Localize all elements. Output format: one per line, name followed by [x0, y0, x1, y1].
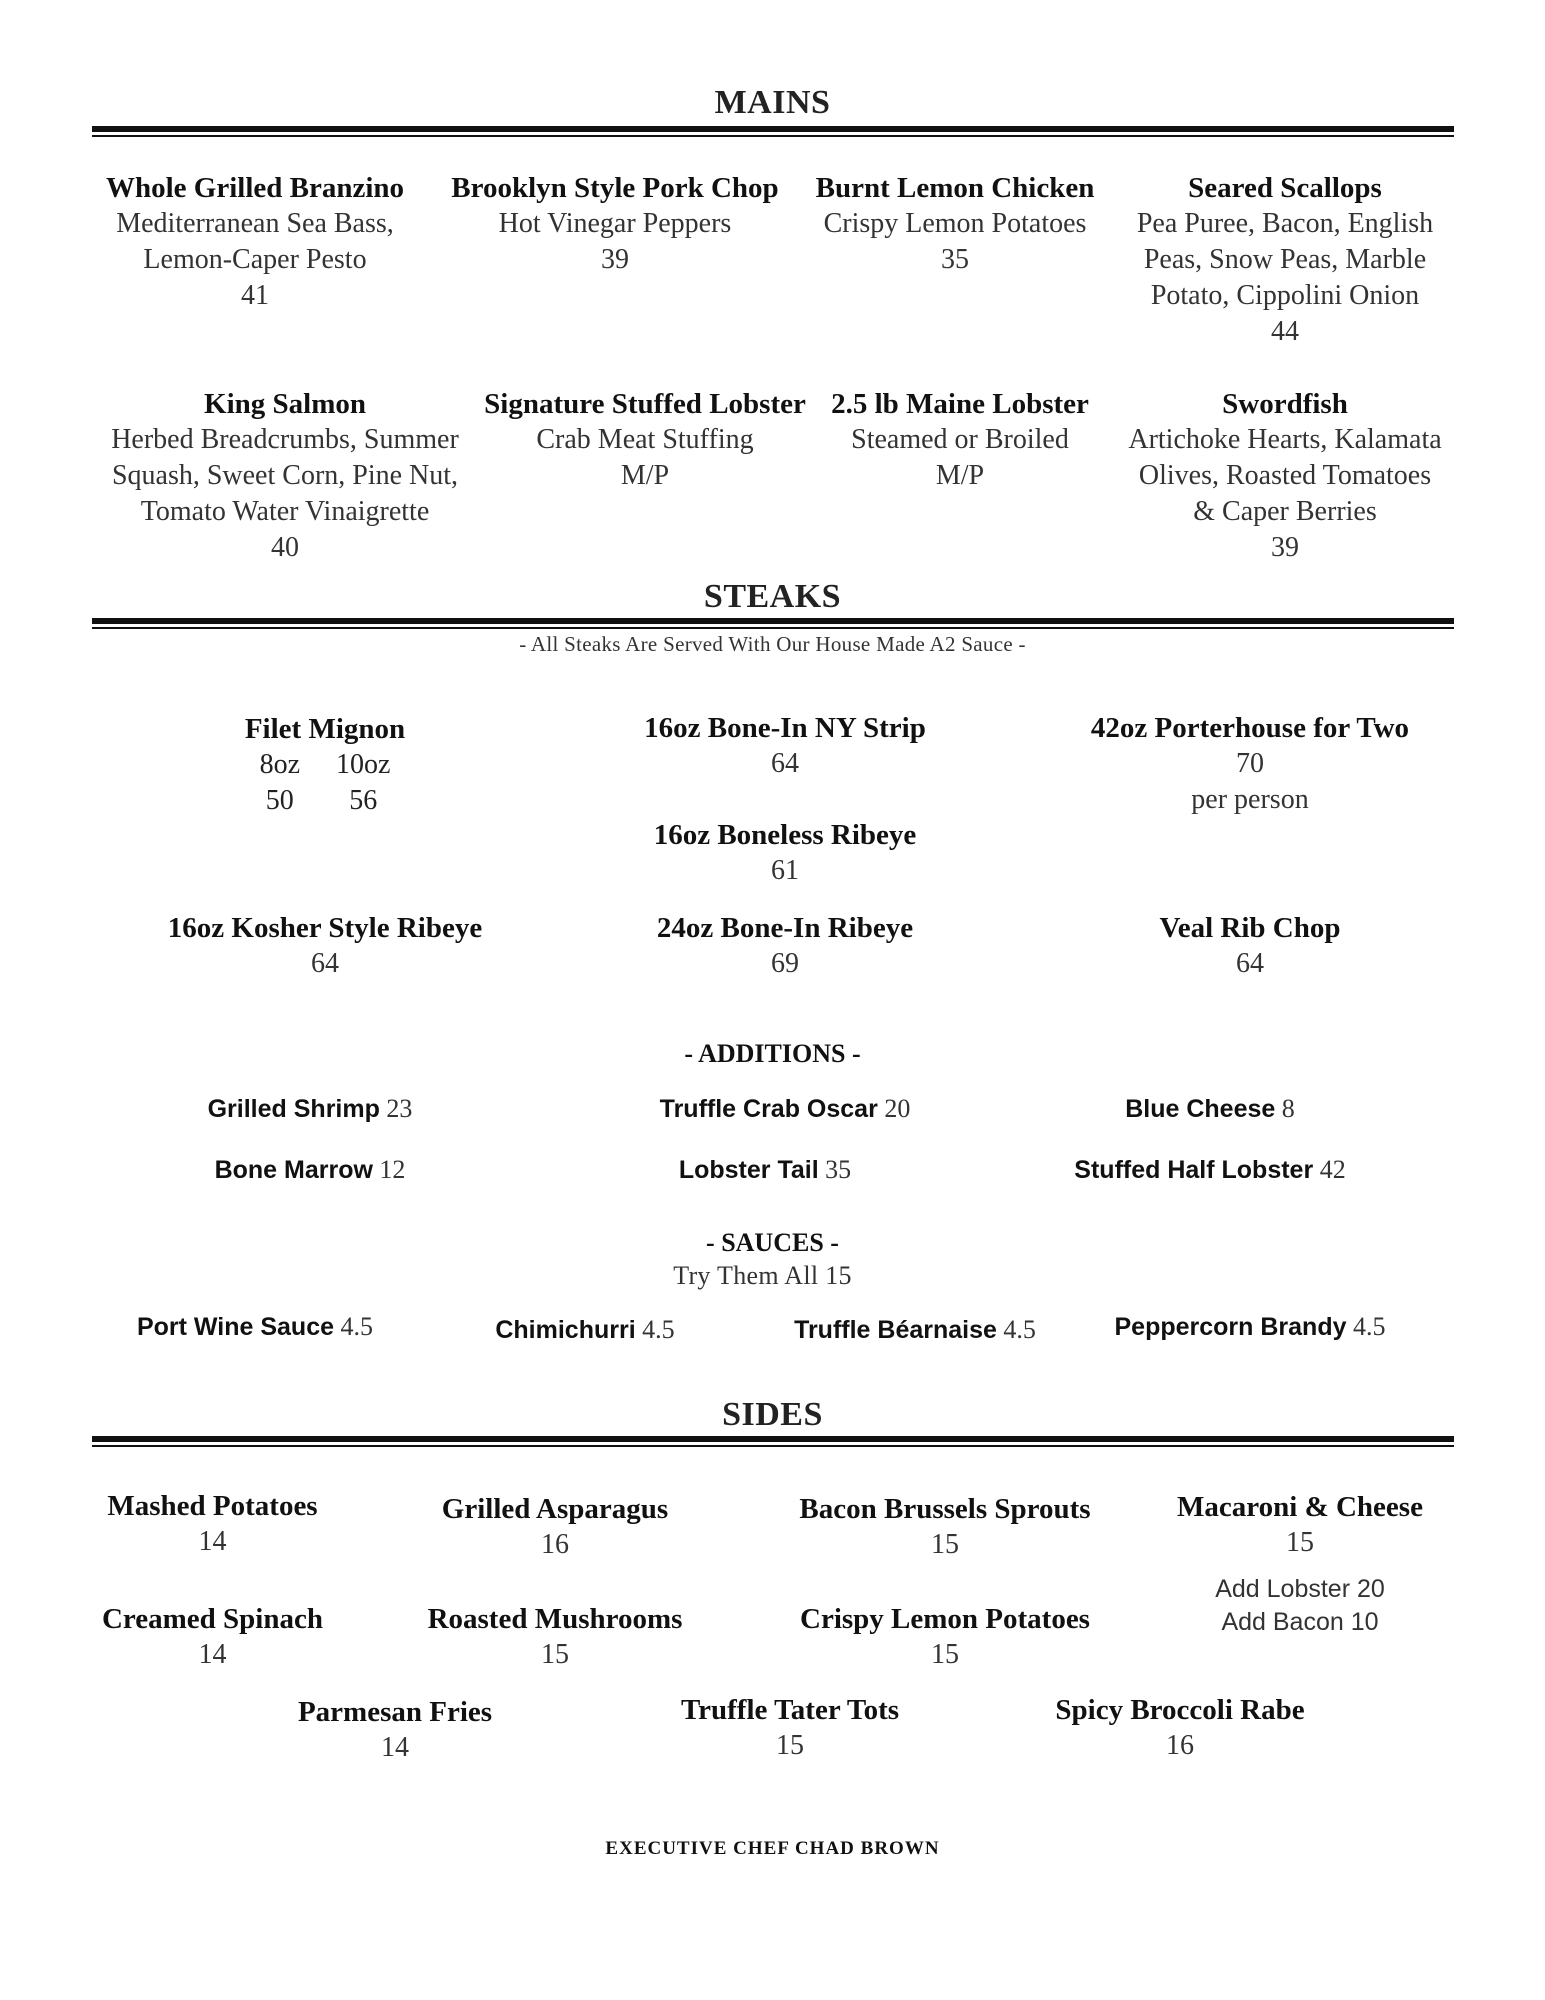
item-name: Burnt Lemon Chicken — [815, 172, 1095, 204]
addition-item — [110, 1094, 510, 1124]
addition-name: Lobster Tail — [678, 1156, 819, 1184]
sauce-item — [410, 1315, 760, 1345]
item-desc: Mediterranean Sea Bass, — [116, 208, 394, 239]
side-item — [240, 1694, 550, 1766]
item-name: 2.5 lb Maine Lobster — [831, 388, 1089, 420]
filet-size-grid — [260, 747, 391, 819]
addition-price: 42 — [1319, 1155, 1346, 1184]
addition-item — [1010, 1155, 1410, 1185]
sauce-price: 4.5 — [642, 1315, 675, 1344]
item-price: 64 — [1236, 948, 1264, 979]
steaks-divider — [92, 618, 1454, 629]
item-price: 15 — [541, 1639, 569, 1670]
item-price: 64 — [311, 948, 339, 979]
side-item — [1005, 1692, 1355, 1764]
addition-price: 12 — [379, 1155, 406, 1184]
sauce-price: 4.5 — [1353, 1312, 1386, 1341]
item-name: Creamed Spinach — [101, 1603, 323, 1635]
side-item — [390, 1601, 720, 1673]
item-desc: Squash, Sweet Corn, Pine Nut, — [111, 460, 459, 491]
mains-divider — [92, 126, 1454, 137]
side-addon: Add Bacon 10 — [1221, 1608, 1379, 1636]
side-item — [390, 1491, 720, 1563]
addition-item — [110, 1155, 510, 1185]
item-name: 16oz Bone-In NY Strip — [644, 712, 926, 744]
item-price: 64 — [771, 748, 799, 779]
item-name: Mashed Potatoes — [107, 1490, 318, 1522]
item-price: M/P — [620, 460, 670, 491]
item-price: 15 — [931, 1639, 959, 1670]
side-item — [620, 1692, 960, 1764]
menu-item — [1060, 710, 1440, 818]
sides-divider — [92, 1436, 1454, 1447]
item-name: King Salmon — [204, 388, 366, 420]
item-price: 61 — [771, 855, 799, 886]
item-price: 41 — [241, 280, 269, 311]
menu-item — [1110, 170, 1460, 350]
menu-item — [600, 817, 970, 889]
item-desc: Crab Meat Stuffing — [536, 424, 754, 455]
addition-item — [565, 1155, 965, 1185]
item-desc: Tomato Water Vinaigrette — [140, 496, 430, 527]
item-name: Roasted Mushrooms — [427, 1603, 683, 1635]
item-desc: & Caper Berries — [1193, 496, 1377, 527]
menu-item — [430, 170, 800, 278]
sauce-item — [80, 1312, 430, 1342]
sauce-price: 4.5 — [1003, 1315, 1036, 1344]
item-price: 35 — [941, 244, 969, 275]
menu-item — [170, 711, 480, 819]
item-note: per person — [1191, 784, 1309, 815]
item-desc: Lemon-Caper Pesto — [143, 244, 367, 275]
item-desc: Artichoke Hearts, Kalamata — [1128, 424, 1442, 455]
item-price: 14 — [198, 1639, 227, 1670]
item-desc: Olives, Roasted Tomatoes — [1138, 460, 1432, 491]
menu-item — [1060, 910, 1440, 982]
item-desc: Potato, Cippolini Onion — [1150, 280, 1420, 311]
menu-item — [470, 386, 820, 494]
item-name: Grilled Asparagus — [441, 1493, 669, 1525]
item-name: 16oz Kosher Style Ribeye — [167, 912, 483, 944]
item-price: M/P — [935, 460, 985, 491]
item-price: 14 — [381, 1732, 409, 1763]
sauce-name: Chimichurri — [495, 1316, 636, 1344]
sauce-name: Port Wine Sauce — [136, 1313, 335, 1341]
menu-item — [80, 170, 430, 314]
item-name: Crispy Lemon Potatoes — [800, 1603, 1090, 1635]
item-price: 14 — [198, 1526, 227, 1557]
addition-name: Bone Marrow — [214, 1156, 373, 1184]
menu-item — [790, 170, 1120, 278]
item-name: Macaroni & Cheese — [1177, 1491, 1423, 1523]
item-name: Signature Stuffed Lobster — [484, 388, 806, 420]
addition-price: 8 — [1281, 1094, 1295, 1123]
side-addon: Add Lobster 20 — [1215, 1575, 1385, 1603]
addition-price: 20 — [884, 1094, 911, 1123]
sauce-name: Truffle Béarnaise — [794, 1316, 997, 1344]
menu-item — [600, 910, 970, 982]
item-name: Truffle Tater Tots — [680, 1694, 900, 1726]
item-desc: Pea Puree, Bacon, English — [1136, 208, 1434, 239]
menu-item — [90, 386, 480, 566]
addition-name: Grilled Shrimp — [207, 1095, 380, 1123]
item-name: Bacon Brussels Sprouts — [799, 1493, 1091, 1525]
sauce-name: Peppercorn Brandy — [1114, 1313, 1347, 1341]
mains-title: MAINS — [714, 84, 831, 121]
item-desc: Hot Vinegar Peppers — [498, 208, 732, 239]
item-name: Veal Rib Chop — [1159, 912, 1341, 944]
item-price: 16 — [1166, 1730, 1194, 1761]
item-price: 69 — [771, 948, 799, 979]
steaks-title: STEAKS — [703, 578, 842, 615]
addition-name: Blue Cheese — [1125, 1095, 1276, 1123]
item-price: 44 — [1271, 316, 1299, 347]
steaks-tagline: - All Steaks Are Served With Our House Made A2 Sauce - — [519, 632, 1026, 656]
sauces-subheading: Try Them All 15 — [673, 1261, 852, 1290]
item-price: 15 — [931, 1529, 959, 1560]
item-desc: Herbed Breadcrumbs, Summer — [111, 424, 459, 455]
item-price: 15 — [1286, 1527, 1314, 1558]
addition-item — [585, 1094, 985, 1124]
addition-price: 35 — [825, 1155, 852, 1184]
filet-size: 8oz — [259, 749, 300, 780]
addition-price: 23 — [386, 1094, 413, 1123]
item-name: Brooklyn Style Pork Chop — [451, 172, 779, 204]
menu-item — [1110, 386, 1460, 566]
menu-item — [130, 910, 520, 982]
item-price: 39 — [601, 244, 629, 275]
item-name: Parmesan Fries — [297, 1696, 493, 1728]
item-name: 16oz Boneless Ribeye — [653, 819, 917, 851]
side-item — [60, 1488, 365, 1560]
sauce-price: 4.5 — [340, 1312, 374, 1341]
chef-credit: EXECUTIVE CHEF CHAD BROWN — [605, 1838, 940, 1859]
sauces-heading: - SAUCES - — [706, 1228, 839, 1257]
item-name: Seared Scallops — [1188, 172, 1382, 204]
item-price: 15 — [776, 1730, 804, 1761]
item-price: 16 — [541, 1529, 569, 1560]
side-item — [760, 1601, 1130, 1673]
item-desc: Crispy Lemon Potatoes — [823, 208, 1087, 239]
addition-item — [1010, 1094, 1410, 1124]
item-name: 42oz Porterhouse for Two — [1090, 712, 1410, 744]
addition-name: Truffle Crab Oscar — [659, 1095, 878, 1123]
menu-item — [810, 386, 1110, 494]
filet-price: 56 — [349, 785, 378, 816]
addition-name: Stuffed Half Lobster — [1074, 1156, 1314, 1184]
item-price: 39 — [1271, 532, 1299, 563]
item-price: 70 — [1236, 748, 1264, 779]
side-item — [760, 1491, 1130, 1563]
filet-price: 50 — [265, 785, 294, 816]
item-name: Spicy Broccoli Rabe — [1055, 1694, 1305, 1726]
item-price: 40 — [271, 532, 299, 563]
item-desc: Peas, Snow Peas, Marble — [1143, 244, 1427, 275]
filet-size: 10oz — [336, 749, 391, 780]
item-name: 24oz Bone-In Ribeye — [656, 912, 914, 944]
item-name: Swordfish — [1222, 388, 1348, 420]
additions-heading: - ADDITIONS - — [684, 1039, 861, 1068]
item-name: Filet Mignon — [244, 713, 406, 745]
item-desc: Steamed or Broiled — [851, 424, 1069, 455]
sauce-item — [740, 1315, 1090, 1345]
side-item — [60, 1601, 365, 1673]
side-item — [1130, 1489, 1470, 1639]
sauce-item — [1060, 1312, 1440, 1342]
menu-item — [600, 710, 970, 782]
sides-title: SIDES — [722, 1396, 823, 1433]
item-name: Whole Grilled Branzino — [105, 172, 405, 204]
